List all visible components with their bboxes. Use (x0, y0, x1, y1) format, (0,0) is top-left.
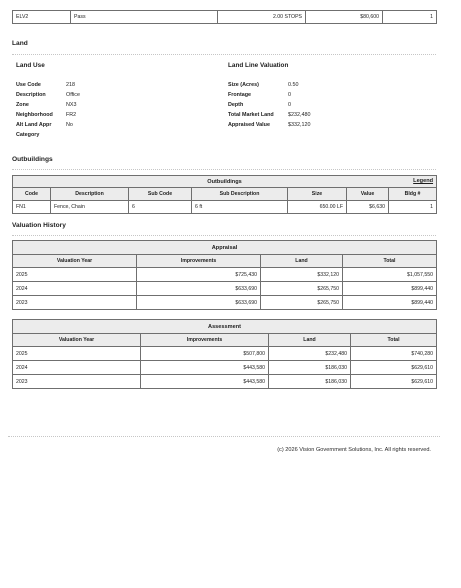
column-header: Sub Code (129, 188, 192, 201)
column-header: Improvements (137, 255, 261, 268)
field-value: 0.50 (288, 82, 299, 88)
table-cell: 6 ft (192, 201, 288, 214)
table-cell: Fence, Chain (51, 201, 129, 214)
table-caption-row (13, 176, 437, 188)
land-use-row (16, 100, 80, 110)
table-cell: $725,430 (137, 268, 261, 282)
table-cell: 2024 (13, 282, 137, 296)
field-label: Frontage (228, 92, 252, 98)
field-label: Neighborhood (16, 112, 53, 118)
table-row (13, 347, 437, 361)
land-line-row (228, 90, 310, 100)
table-cell: $186,030 (269, 361, 351, 375)
table-title: Outbuildings (207, 178, 242, 185)
table-cell: $265,750 (261, 296, 343, 310)
table-row (13, 11, 437, 24)
land-use-list (16, 80, 80, 140)
field-label: Alt Land Appr (16, 122, 52, 128)
table-cell: $633,690 (137, 282, 261, 296)
column-header: Land (261, 255, 343, 268)
land-line-valuation-title: Land Line Valuation (228, 62, 289, 69)
top-table (12, 10, 437, 24)
outbuildings-table (12, 175, 437, 214)
land-line-row (228, 120, 310, 130)
table-cell: 1 (389, 201, 437, 214)
table-header-row (13, 334, 437, 347)
table-cell: 1 (383, 11, 437, 24)
table-cell: $443,580 (141, 375, 269, 389)
table-cell: 2.00 STOPS (218, 11, 306, 24)
table-title: Appraisal (13, 241, 437, 255)
table-cell: $443,580 (141, 361, 269, 375)
column-header: Size (288, 188, 347, 201)
divider (12, 235, 436, 236)
field-value: Office (66, 92, 80, 98)
table-row (13, 375, 437, 389)
land-line-row (228, 80, 310, 90)
table-caption-row (13, 241, 437, 255)
table-cell: $6,630 (347, 201, 389, 214)
table-cell: 2025 (13, 268, 137, 282)
table-row (13, 201, 437, 214)
field-value: 0 (288, 102, 291, 108)
table-cell: 2024 (13, 361, 141, 375)
column-header: Total (343, 255, 437, 268)
table-cell: $633,690 (137, 296, 261, 310)
table-cell: $186,030 (269, 375, 351, 389)
land-use-row (16, 130, 80, 140)
field-label: Depth (228, 102, 244, 108)
field-label: Size (Acres) (228, 82, 259, 88)
field-value: $332,120 (288, 122, 311, 128)
land-use-row (16, 80, 80, 90)
land-line-row (228, 100, 310, 110)
column-header: Improvements (141, 334, 269, 347)
table-cell: $629,610 (351, 361, 437, 375)
field-value: NX3 (66, 102, 77, 108)
table-cell: $899,440 (343, 282, 437, 296)
table-cell: Pass (71, 11, 218, 24)
column-header: Valuation Year (13, 334, 141, 347)
table-header-row (13, 188, 437, 201)
valuation-history-heading: Valuation History (12, 222, 66, 229)
field-label: Appraised Value (228, 122, 270, 128)
column-header: Sub Description (192, 188, 288, 201)
column-header: Bldg # (389, 188, 437, 201)
table-cell: 2025 (13, 347, 141, 361)
land-line-row (228, 110, 310, 120)
field-label: Category (16, 132, 40, 138)
column-header: Total (351, 334, 437, 347)
land-heading: Land (12, 40, 28, 47)
land-use-row (16, 120, 80, 130)
assessment-table (12, 319, 437, 389)
table-cell: ELV2 (13, 11, 71, 24)
field-label: Description (16, 92, 46, 98)
table-row (13, 268, 437, 282)
table-cell: $899,440 (343, 296, 437, 310)
table-cell: 650.00 LF (288, 201, 347, 214)
table-caption-row (13, 320, 437, 334)
table-row (13, 361, 437, 375)
table-header-row (13, 255, 437, 268)
table-row (13, 296, 437, 310)
table-row (13, 282, 437, 296)
legend-link[interactable]: Legend (413, 178, 434, 184)
table-cell: 6 (129, 201, 192, 214)
land-use-row (16, 110, 80, 120)
field-value: 218 (66, 82, 75, 88)
outbuildings-heading: Outbuildings (12, 156, 53, 163)
column-header: Description (51, 188, 129, 201)
column-header: Land (269, 334, 351, 347)
column-header: Code (13, 188, 51, 201)
footer-divider (8, 436, 440, 437)
divider (12, 54, 436, 55)
divider (12, 169, 436, 170)
column-header: Valuation Year (13, 255, 137, 268)
land-use-row (16, 90, 80, 100)
land-line-list (228, 80, 310, 130)
appraisal-table (12, 240, 437, 310)
land-use-title: Land Use (16, 62, 45, 69)
field-label: Zone (16, 102, 29, 108)
table-cell: $629,610 (351, 375, 437, 389)
table-cell: $507,800 (141, 347, 269, 361)
table-cell: $1,057,550 (343, 268, 437, 282)
field-value: No (66, 122, 73, 128)
table-cell: $265,750 (261, 282, 343, 296)
table-title: Assessment (13, 320, 437, 334)
column-header: Value (347, 188, 389, 201)
table-cell: $80,600 (306, 11, 383, 24)
table-cell: 2023 (13, 296, 137, 310)
table-cell: FN1 (13, 201, 51, 214)
table-cell: $740,280 (351, 347, 437, 361)
table-cell: $232,480 (269, 347, 351, 361)
copyright-text: (c) 2026 Vision Government Solutions, Inc. All rights reserved. (277, 447, 431, 453)
table-cell: 2023 (13, 375, 141, 389)
field-value: FR2 (66, 112, 77, 118)
field-value: $232,480 (288, 112, 311, 118)
table-cell: $332,120 (261, 268, 343, 282)
field-label: Use Code (16, 82, 41, 88)
field-value: 0 (288, 92, 291, 98)
field-label: Total Market Land (228, 112, 274, 118)
